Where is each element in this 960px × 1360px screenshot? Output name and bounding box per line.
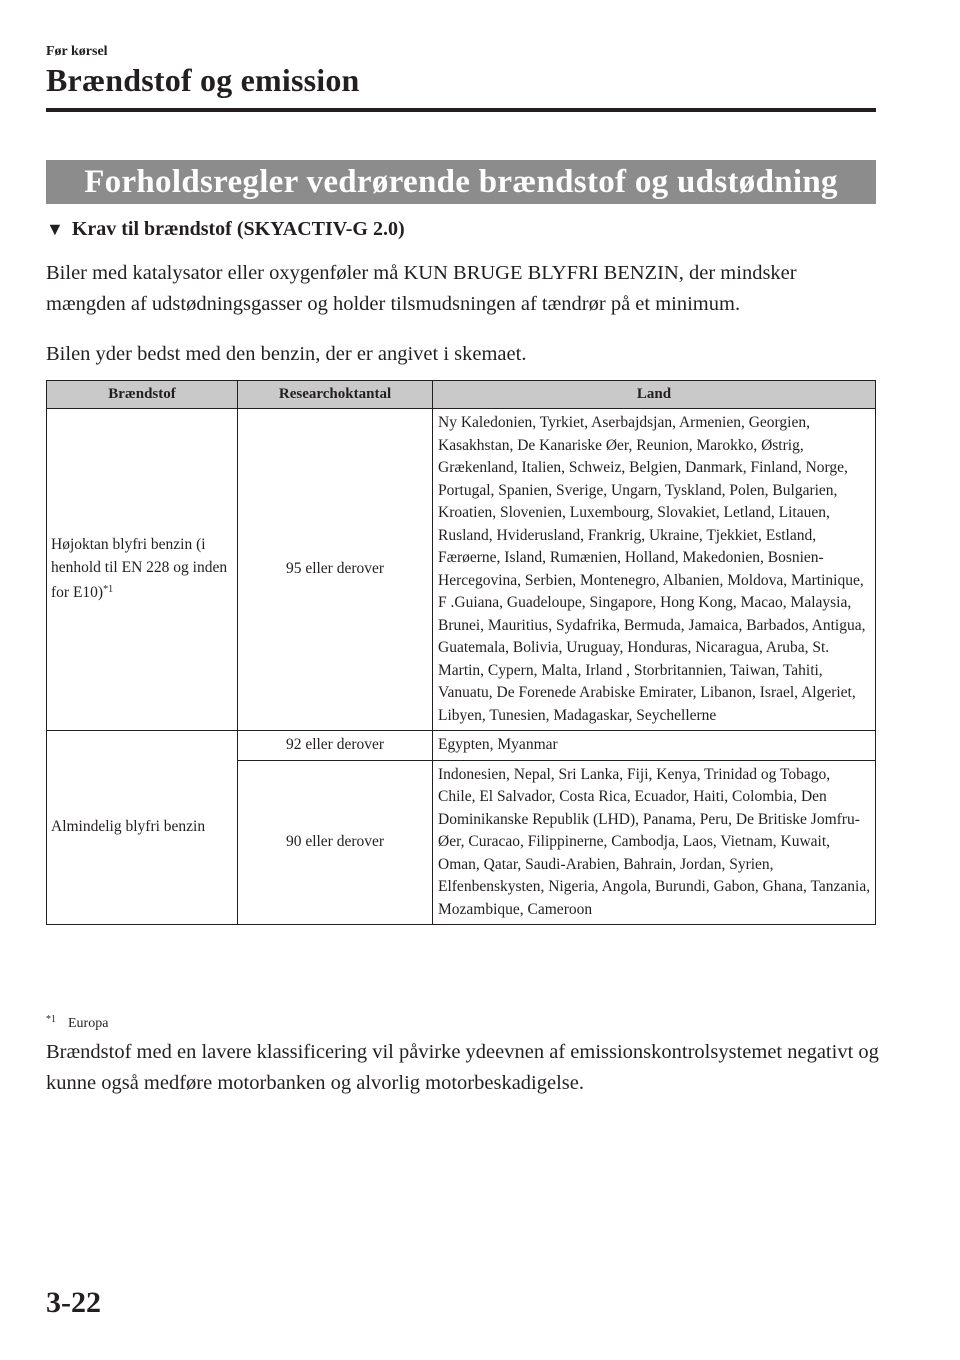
octane-cell: 90 eller derover [238,760,433,925]
subheading [46,218,405,241]
triangle-down-icon: ▼ [46,219,64,239]
subheading-text: Krav til brændstof (SKYACTIV-G 2.0) [71,218,405,240]
table-row [47,409,876,731]
land-cell: Ny Kaledonien, Tyrkiet, Aserbajdsjan, Armenien, Georgien, Kasakhstan, De Kanariske Øer, Reunion, Marokko, Østrig, Grækenland, Italien, Schweiz, Belgien, Danmark, Finland, Norge, Portugal, Spanien, Sverige, Ungarn, Tyskland, Polen, Bulgarien, Kroatien, Slovenien, Luxembourg, Slovakiet, Letland, Litauen, Rusland, Hviderusland, Frankrig, Ukraine, Tjekkiet, Estland, Færøerne, Island, Rumænien, Holland, Makedonien, Bosnien-Hercegovina, Serbien, Montenegro, Albanien, Moldova, Martinique, F .Guiana, Guadeloupe, Singapore, Hong Kong, Macao, Malaysia, Brunei, Mauritius, Sydafrika, Bermuda, Jamaica, Barbados, Antigua, Guatemala, Bolivia, Uruguay, Honduras, Nicaragua, Aruba, St. Martin, Cypern, Malta, Irland , Storbritannien, Taiwan, Tahiti, Vanuatu, De Forenede Arabiske Emirater, Libanon, Israel, Algeriet, Libyen, Tunesien, Madagaskar, Seychellerne [433,409,876,731]
page-number: 3-22 [46,1286,101,1319]
fuel-table [46,380,876,925]
topic-banner: Forholdsregler vedrørende brændstof og udstødning [46,160,876,204]
section-title: Brændstof og emission [46,62,360,98]
fuel-text: Højoktan blyfri benzin (i henhold til EN 228 og inden for E10) [51,536,228,602]
recommendation-paragraph: Bilen yder bedst med den benzin, der er angivet i skemaet. [46,343,527,365]
chapter-label: Før kørsel [46,44,108,59]
table-header-row [47,381,876,409]
intro-paragraph: Biler med katalysator eller oxygenføler må KUN BRUGE BLYFRI BENZIN, der mindsker mængden af udstødningsgasser og holder tilsmudsningen af tændrør på et minimum. [46,262,797,315]
octane-cell: 95 eller derover [238,409,433,731]
footnote-text: Europa [68,1016,109,1031]
table-row [47,731,876,761]
land-cell: Egypten, Myanmar [433,731,876,761]
warning-paragraph: Brændstof med en lavere klassificering vil påvirke ydeevnen af emissionskontrolsystemet negativt og kunne også medføre motorbanken og alvorlig motorbeskadigelse. [46,1041,879,1094]
fuel-cell: Almindelig blyfri benzin [47,731,238,925]
footnote [46,1014,108,1032]
footnote-marker: *1 [103,584,114,596]
octane-cell: 92 eller derover [238,731,433,761]
header-fuel: Brændstof [47,381,238,409]
land-cell: Indonesien, Nepal, Sri Lanka, Fiji, Kenya, Trinidad og Tobago, Chile, El Salvador, Costa Rica, Ecuador, Haiti, Colombia, Den Dominikanske Republik (LHD), Panama, Peru, De Britiske Jomfru-Øer, Curacao, Filippinerne, Cambodja, Laos, Vietnam, Kuwait, Oman, Qatar, Saudi-Arabien, Bahrain, Jordan, Syrien, Elfenbenskysten, Nigeria, Angola, Burundi, Gabon, Ghana, Tanzania, Mozambique, Cameroon [433,760,876,925]
header-rule [46,108,876,112]
header-land: Land [433,381,876,409]
footnote-marker: *1 [46,1014,56,1025]
fuel-cell [47,409,238,731]
header-octane: Researchoktantal [238,381,433,409]
